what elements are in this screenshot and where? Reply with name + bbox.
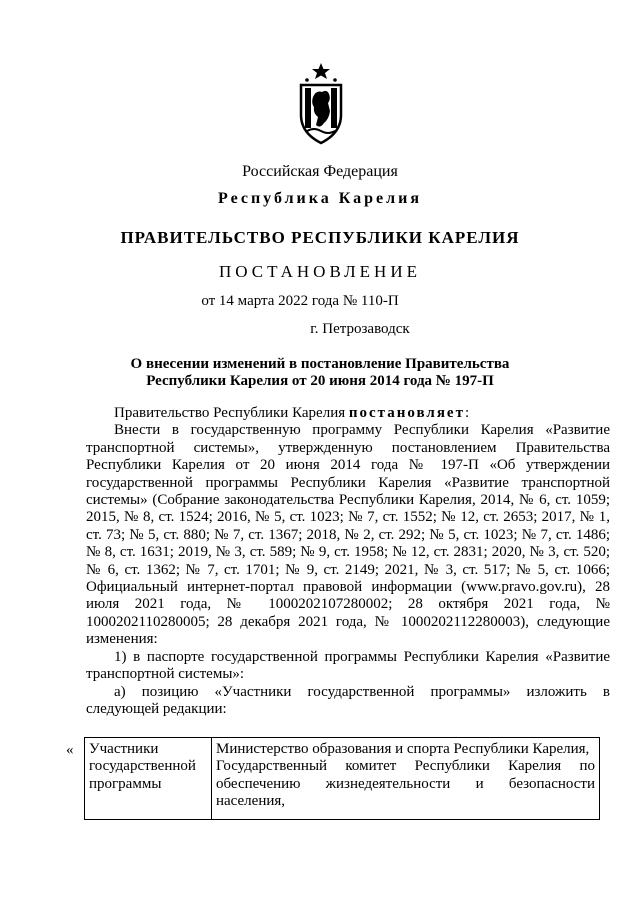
quote-open-mark: « bbox=[66, 742, 74, 758]
participants-label: Участники государственной программы bbox=[85, 738, 212, 820]
resolves-paragraph bbox=[86, 405, 610, 422]
country-name: Российская Федерация bbox=[242, 163, 398, 180]
item-1: 1) в паспорте государственной программы Республики Карелия «Развитие транспортной системы»: bbox=[86, 648, 610, 683]
subject-line-1: О внесении изменений в постановление Правительства bbox=[130, 356, 510, 372]
document-date-number: от 14 марта 2022 года № 110-П bbox=[201, 293, 399, 309]
participant-item: Министерство образования и спорта Республики Карелия, bbox=[216, 741, 590, 757]
karelia-coat-of-arms-icon bbox=[298, 63, 344, 145]
document-body bbox=[86, 405, 610, 718]
participants-table bbox=[84, 737, 600, 820]
document-type: ПОСТАНОВЛЕНИЕ bbox=[218, 262, 421, 281]
government-title: ПРАВИТЕЛЬСТВО РЕСПУБЛИКИ КАРЕЛИЯ bbox=[120, 228, 520, 247]
resolves-suffix: : bbox=[464, 405, 470, 421]
resolves-prefix: Правительство Республики Карелия bbox=[114, 405, 349, 421]
resolves-word: постановляет bbox=[348, 405, 465, 421]
participant-item: Государственный комитет Республики Карелия по обеспечению жизнедеятельности и безопасности населения, bbox=[216, 758, 595, 810]
item-1a: а) позицию «Участники государственной программы» изложить в следующей редакции: bbox=[86, 683, 610, 717]
table-row bbox=[85, 738, 600, 820]
main-paragraph: Внести в государственную программу Республики Карелия «Развитие транспортной системы», утвержденную постановлением Правительства Республики Карелия от 20 июня 2014 года № 197-П «Об утверждении государственной программы Республики Карелия «Развитие транспортной системы» (Собрание законодательства Республики Карелия, 2014, № 6, ст. 1059; 2015, № 8, ст. 1524; 2016, № 5, ст. 1023; № 7, ст. 1552; № 12, ст. 2653; 2017, № 1, ст. 73; № 5, ст. 880; № 7, ст. 1367; 2018, № 2, ст. 292; № 5, ст. 1023; № 7, ст. 1486; № 8, ст. 1631; 2019, № 3, ст. 589; № 9, ст. 1958; № 12, ст. 2831; 2020, № 3, ст. 520; № 6, ст. 1362; № 7, ст. 1701; № 9, ст. 2149; 2021, № 3, ст. 517; № 5, ст. 1066; Официальный интернет-портал правовой информации (www.pravo.gov.ru), 28 июля 2021 года, № 1000202107280002; 28 октября 2021 года, № 1000202110280005; 28 декабря 2021 года, № 1000202112280003), следующие изменения: bbox=[86, 422, 610, 648]
document-city: г. Петрозаводск bbox=[310, 321, 410, 337]
subject-line-2: Республики Карелия от 20 июня 2014 года № 197-П bbox=[146, 373, 494, 389]
participants-list bbox=[212, 738, 600, 820]
republic-name: Республика Карелия bbox=[218, 190, 422, 207]
